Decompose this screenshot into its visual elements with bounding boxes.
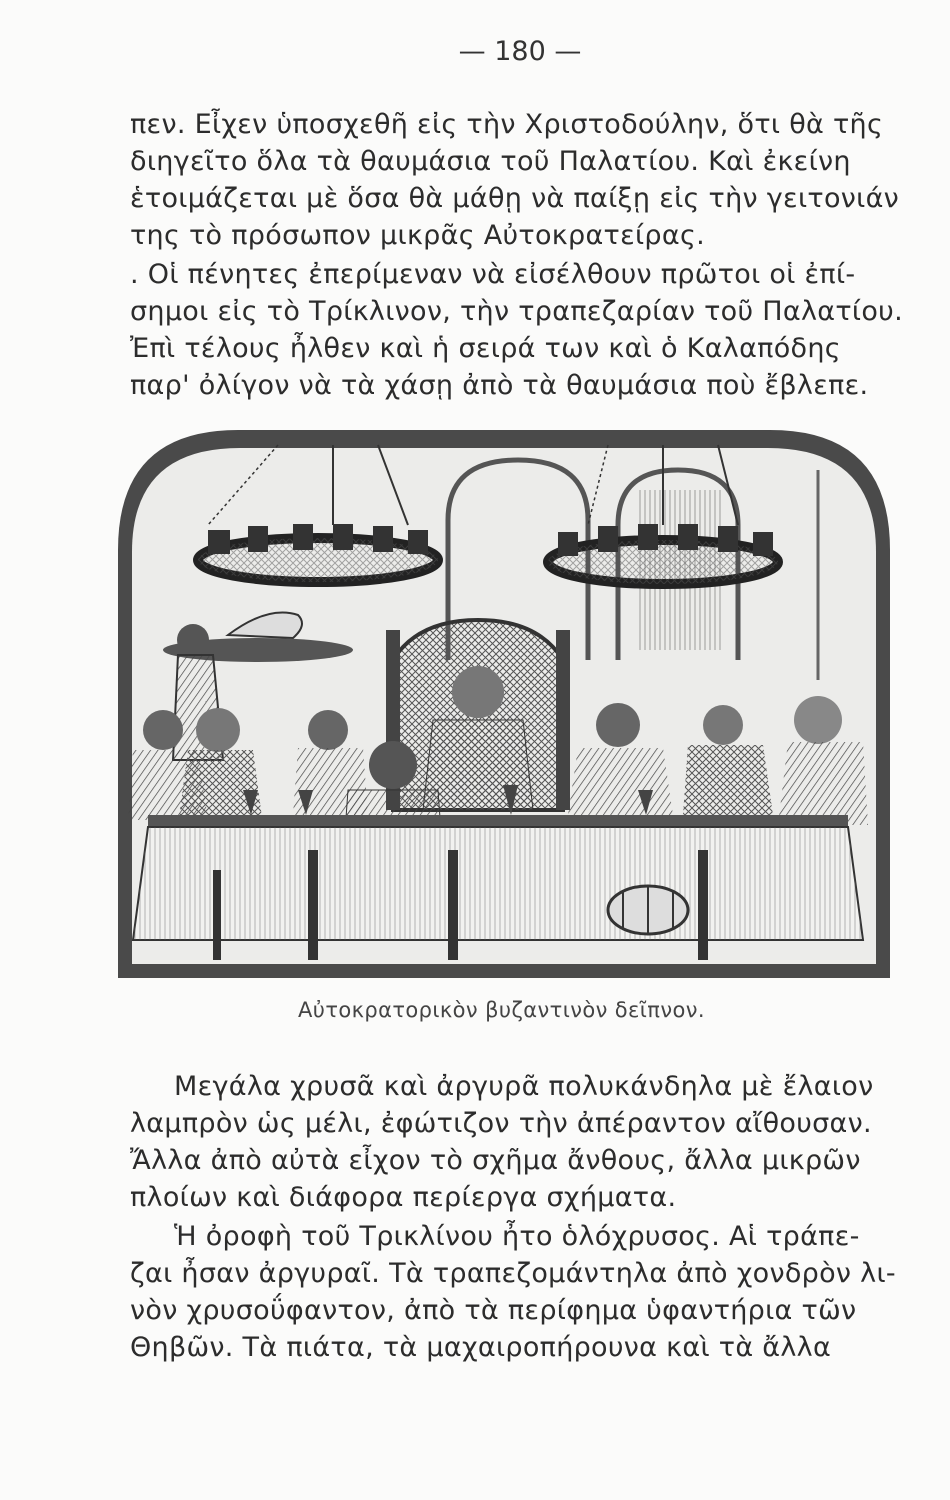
text-line: . Οἱ πένητες ἐπερίμεναν νὰ εἰσέλθουν πρῶτοι οἱ ἐπί- [130,259,856,290]
text-line: διηγεῖτο ὅλα τὰ θαυμάσια τοῦ Παλατίου. Καὶ ἐκείνη [130,146,851,177]
text-line: Θηβῶν. Τὰ πιάτα, τὰ μαχαιροπήρουνα καὶ τὰ ἄλλα [130,1332,832,1363]
text-line: παρ' ὀλίγον νὰ τὰ χάσῃ ἀπὸ τὰ θαυμάσια ποὺ ἔβλεπε. [130,370,869,401]
woodcut-image [118,430,890,978]
text-line: σημοι εἰς τὸ Τρίκλινον, τὴν τραπεζαρίαν τοῦ Παλατίου. [130,296,903,327]
text-line: νὸν χρυσοΰφαντον, ἀπὸ τὰ περίφημα ὑφαντήρια τῶν [130,1295,857,1326]
text-line: πλοίων καὶ διάφορα περίεργα σχήματα. [130,1182,677,1213]
figure-caption: Αὐτοκρατορικὸν βυζαντινὸν δεῖπνον. [298,998,705,1022]
paragraph-1 [130,106,900,254]
page-number: — 180 — [458,36,582,67]
text-line: Ἐπὶ τέλους ἦλθεν καὶ ἡ σειρά των καὶ ὁ Καλαπόδης [130,333,841,364]
paragraph-3 [130,1068,900,1216]
banquet-illustration [118,430,890,978]
text-line: Ἄλλα ἀπὸ αὐτὰ εἶχον τὸ σχῆμα ἄνθους, ἄλλα μικρῶν [130,1145,861,1176]
barrel [608,886,688,934]
text-line: πεν. Εἶχεν ὑποσχεθῆ εἰς τὴν Χριστοδούλην, ὅτι θὰ τῆς [130,109,884,140]
text-line: της τὸ πρόσωπον μικρᾶς Αὐτοκρατείρας. [130,220,705,251]
text-line: ἑτοιμάζεται μὲ ὅσα θὰ μάθῃ νὰ παίξῃ εἰς τὴν γειτονιάν [130,183,900,214]
text-line: Μεγάλα χρυσᾶ καὶ ἀργυρᾶ πολυκάνδηλα μὲ ἔλαιον [174,1071,874,1102]
text-line: Ἡ ὀροφὴ τοῦ Τρικλίνου ἦτο ὁλόχρυσος. Αἱ τράπε- [174,1221,860,1252]
paragraph-2 [130,256,903,404]
text-line: λαμπρὸν ὡς μέλι, ἐφώτιζον τὴν ἀπέραντον αἴθουσαν. [130,1108,872,1139]
text-line: ζαι ἦσαν ἀργυραῖ. Τὰ τραπεζομάντηλα ἀπὸ χονδρὸν λι- [130,1258,896,1289]
paragraph-4 [130,1218,900,1366]
